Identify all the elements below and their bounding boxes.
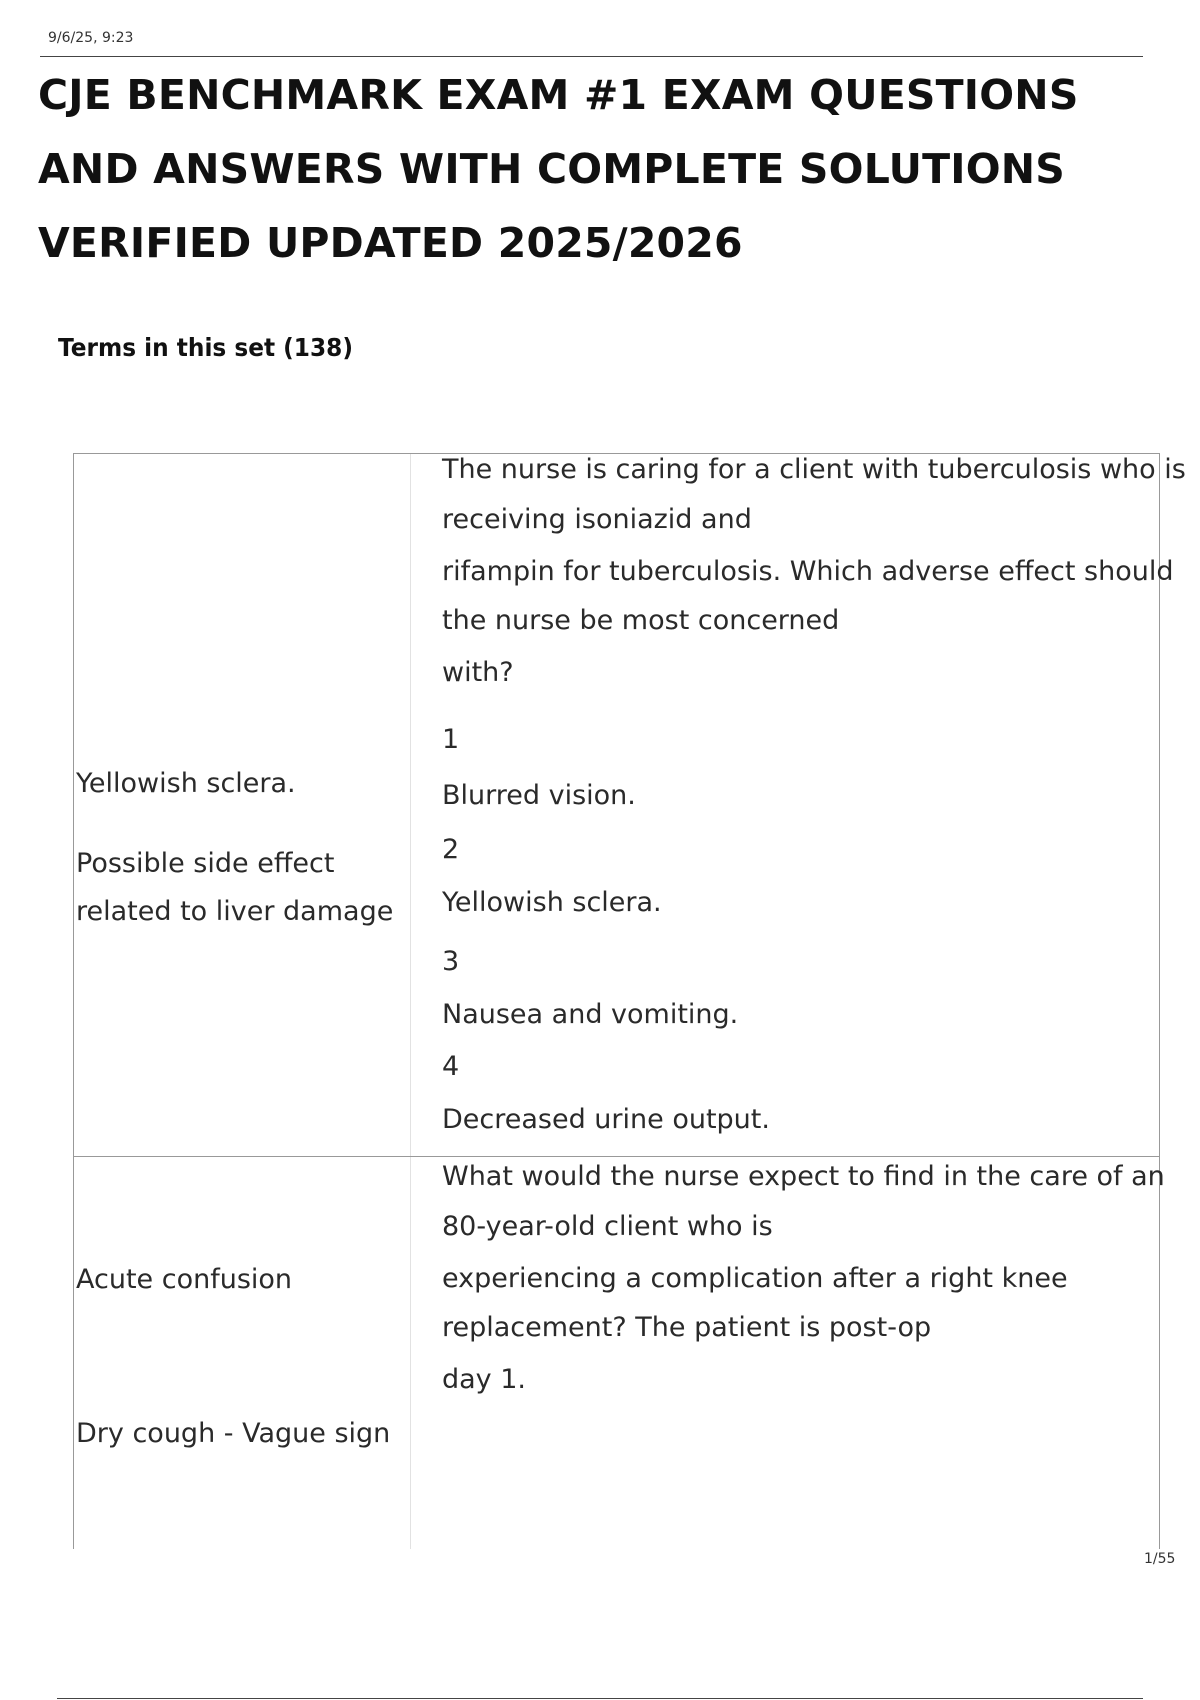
- print-timestamp: 9/6/25, 9:23: [48, 30, 134, 46]
- option-text: Yellowish sclera.: [442, 887, 662, 918]
- question-line: replacement? The patient is post-op: [442, 1312, 932, 1343]
- question-line: 80-year-old client who is: [442, 1211, 773, 1242]
- option-text: Blurred vision.: [442, 780, 636, 811]
- option-number: 1: [442, 724, 460, 755]
- question-cell: [411, 454, 1186, 1156]
- document-title: [38, 58, 1148, 280]
- definition-line: Yellowish sclera.: [76, 768, 296, 799]
- option-text: Nausea and vomiting.: [442, 999, 739, 1030]
- question-line: The nurse is caring for a client with tuberculosis who is: [442, 454, 1186, 485]
- question-cell: [411, 1157, 1165, 1549]
- question-line: day 1.: [442, 1364, 527, 1395]
- option-number: 2: [442, 834, 460, 865]
- question-line: What would the nurse expect to find in the care of an: [442, 1161, 1165, 1192]
- definition-line: Dry cough - Vague sign: [76, 1418, 391, 1449]
- definition-line: Acute confusion: [76, 1264, 293, 1295]
- question-line: the nurse be most concerned: [442, 605, 840, 636]
- top-rule: [40, 56, 1143, 57]
- title-line: CJE BENCHMARK EXAM #1 EXAM QUESTIONS: [38, 71, 1079, 119]
- flashcard-table: [73, 453, 1186, 1549]
- question-line: with?: [442, 657, 514, 688]
- page-number: 1/55: [1144, 1551, 1176, 1567]
- question-line: experiencing a complication after a right knee: [442, 1263, 1068, 1294]
- table-row: [73, 453, 1186, 1156]
- option-number: 4: [442, 1051, 460, 1082]
- option-number: 3: [442, 946, 460, 977]
- terms-count-heading: Terms in this set (138): [58, 333, 353, 362]
- title-line: AND ANSWERS WITH COMPLETE SOLUTIONS: [38, 145, 1065, 193]
- question-line: rifampin for tuberculosis. Which adverse effect should: [442, 556, 1174, 587]
- question-line: receiving isoniazid and: [442, 504, 752, 535]
- definition-cell: [74, 454, 411, 1156]
- title-line: VERIFIED UPDATED 2025/2026: [38, 219, 743, 267]
- option-text: Decreased urine output.: [442, 1104, 770, 1135]
- definition-cell: [74, 1157, 411, 1549]
- definition-line: related to liver damage: [76, 896, 394, 927]
- table-row: [73, 1156, 1165, 1549]
- definition-line: Possible side effect: [76, 848, 335, 879]
- bottom-rule: [57, 1698, 1143, 1699]
